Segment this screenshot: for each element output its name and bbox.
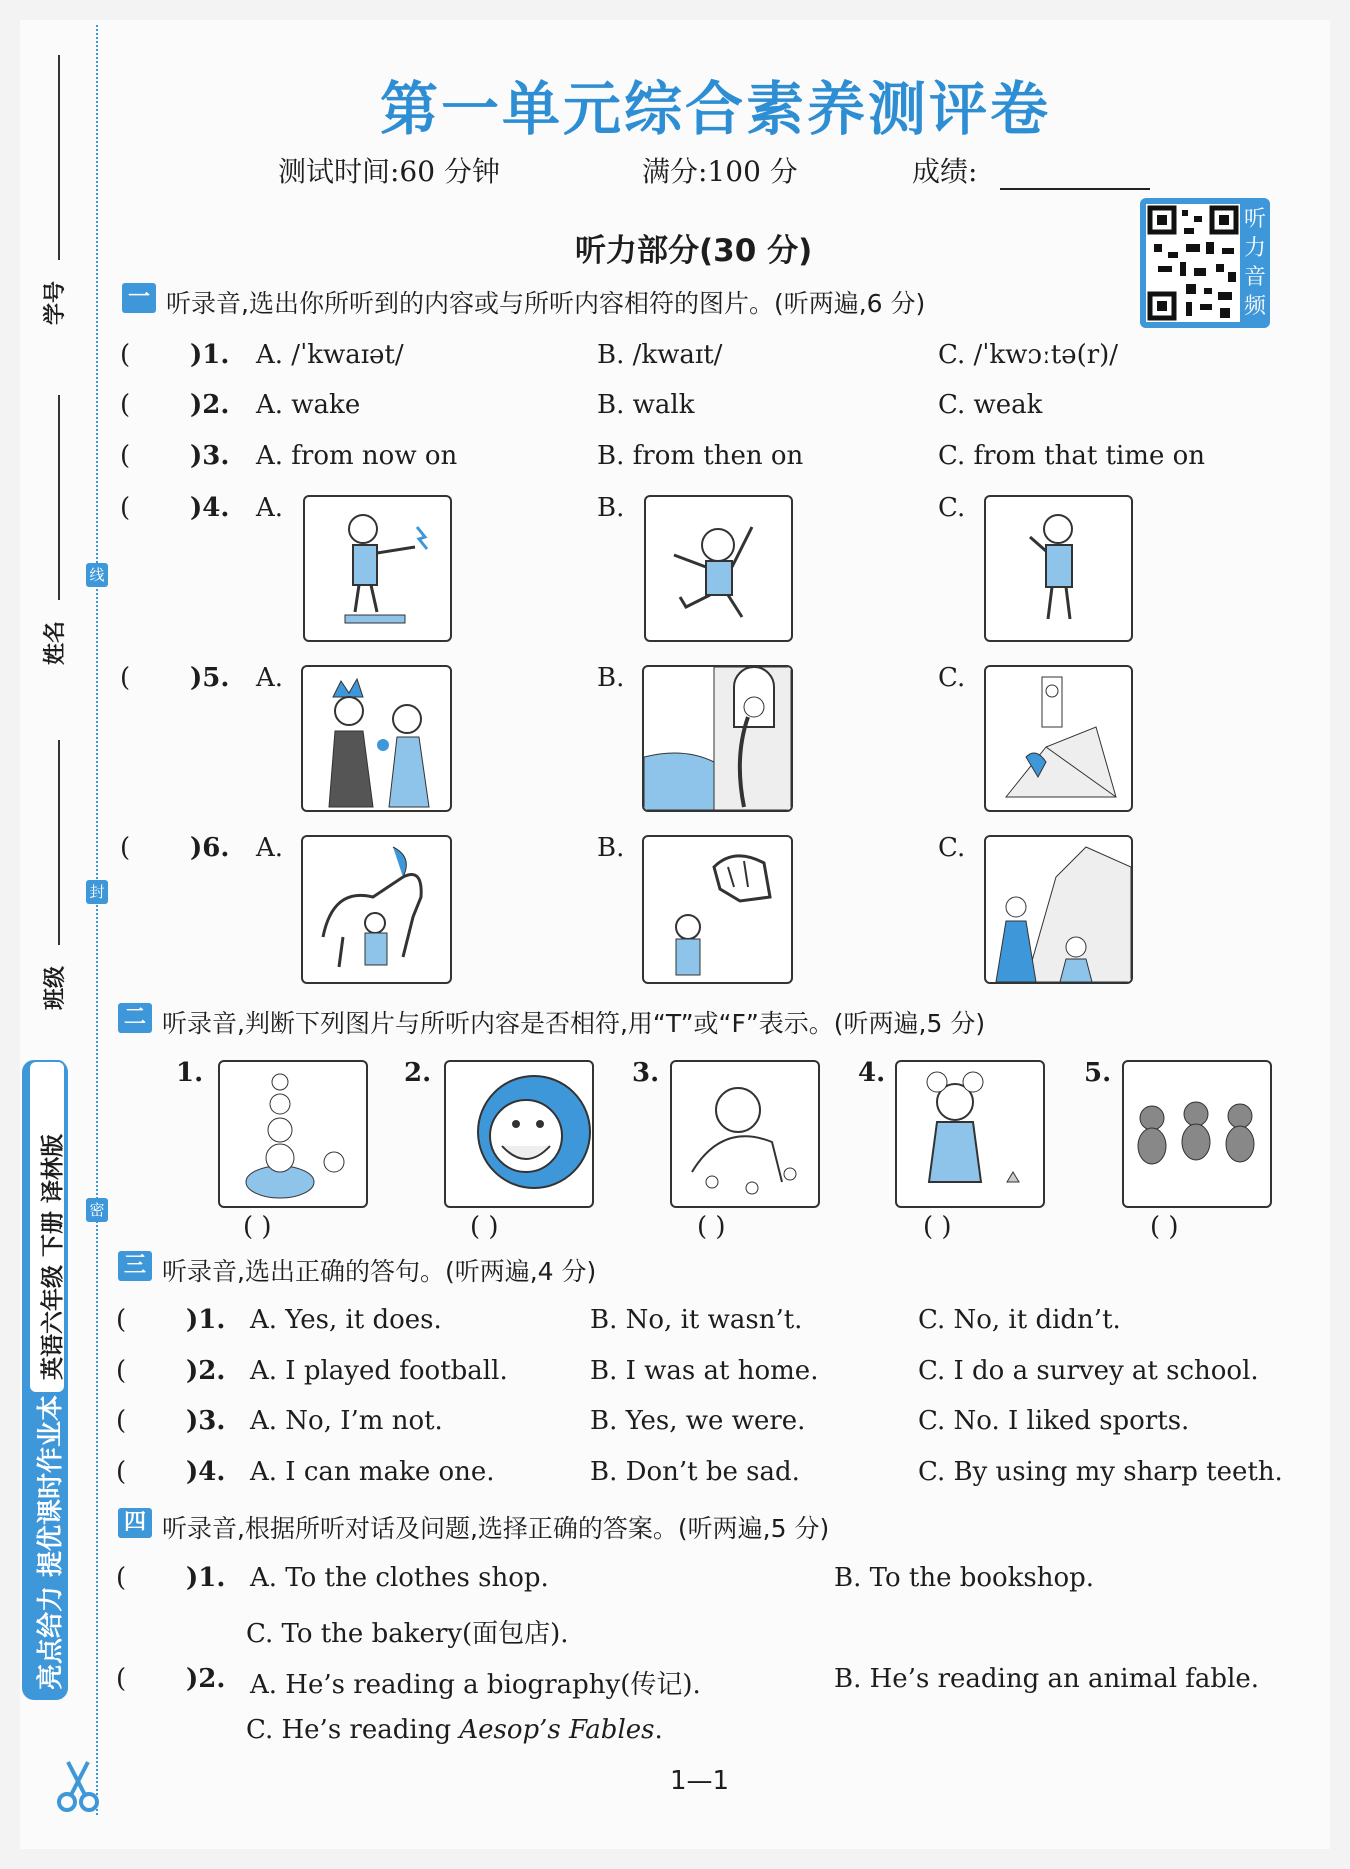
book-title: Aesop’s Fables — [459, 1715, 655, 1745]
q-number: )1. — [190, 340, 230, 370]
picture-cliff-and-people[interactable] — [984, 835, 1133, 984]
tf-answer-blank[interactable]: ( ) — [470, 1212, 499, 1242]
option-c: C. from that time on — [938, 441, 1205, 471]
option-b: B. — [597, 663, 625, 693]
answer-paren[interactable]: ( — [120, 493, 131, 523]
q-number: )3. — [186, 1406, 226, 1436]
option-c: C. To the bakery(面包店). — [246, 1619, 569, 1649]
answer-paren[interactable]: ( — [120, 663, 131, 693]
option-a: A. No, I’m not. — [250, 1406, 443, 1436]
part4-badge: 四 — [118, 1508, 152, 1538]
picture-tower-and-hair[interactable] — [642, 665, 793, 812]
picture-crying-mouse[interactable] — [895, 1060, 1045, 1208]
q-number: )3. — [190, 441, 230, 471]
section-title: 听力部分(30 分) — [575, 233, 813, 269]
item-number: 5. — [1084, 1058, 1112, 1088]
option-a: A. from now on — [256, 441, 458, 471]
option-b: B. — [597, 493, 625, 523]
option-a: A. wake — [256, 390, 361, 420]
picture-boy-pointing[interactable] — [303, 495, 452, 642]
name-label: 姓名 — [43, 620, 68, 665]
cut-tag-mi: 密 — [86, 1198, 108, 1222]
option-c: C. No. I liked sports. — [918, 1406, 1190, 1436]
q-number: )5. — [190, 663, 230, 693]
grade-label: 英语六年级 下册 译林版 — [40, 1133, 66, 1380]
option-b: B. No, it wasn’t. — [590, 1305, 803, 1335]
cut-line — [96, 25, 98, 1815]
id-write-line — [58, 55, 60, 260]
answer-paren[interactable]: ( — [116, 1563, 127, 1593]
class-write-line — [58, 740, 60, 945]
option-a: A. — [256, 833, 284, 863]
tf-answer-blank[interactable]: ( ) — [1150, 1212, 1179, 1242]
option-c: C. — [938, 663, 966, 693]
score-label: 成绩: — [912, 155, 978, 188]
part2-badge: 二 — [118, 1003, 152, 1033]
picture-boy-jumping[interactable] — [644, 495, 793, 642]
cut-tag-feng: 封 — [86, 880, 108, 904]
option-a: A. Yes, it does. — [250, 1305, 442, 1335]
option-a: A. He’s reading a biography(传记). — [250, 1670, 701, 1700]
answer-paren[interactable]: ( — [116, 1457, 127, 1487]
answer-paren[interactable]: ( — [116, 1356, 127, 1386]
part2-heading: 听录音,判断下列图片与所听内容是否相符,用“T”或“F”表示。(听两遍,5 分) — [162, 1009, 986, 1038]
option-a: A. — [256, 493, 284, 523]
item-number: 3. — [632, 1058, 660, 1088]
test-time: 测试时间:60 分钟 — [278, 155, 500, 188]
tf-answer-blank[interactable]: ( ) — [923, 1212, 952, 1242]
id-label: 学号 — [43, 280, 68, 325]
answer-paren[interactable]: ( — [116, 1305, 127, 1335]
cut-tag-xian: 线 — [86, 563, 108, 587]
option-a: A. To the clothes shop. — [250, 1563, 549, 1593]
answer-paren[interactable]: ( — [120, 441, 131, 471]
brand-label: 亮点给力 提优课时作业本 — [36, 1394, 66, 1690]
answer-paren[interactable]: ( — [116, 1406, 127, 1436]
option-c: C. No, it didn’t. — [918, 1305, 1121, 1335]
option-b: B. — [597, 833, 625, 863]
q-number: )1. — [186, 1305, 226, 1335]
option-b: B. Yes, we were. — [590, 1406, 806, 1436]
part3-heading: 听录音,选出正确的答句。(听两遍,4 分) — [162, 1257, 597, 1286]
picture-horse-and-boy[interactable] — [301, 835, 452, 984]
option-c: C. By using my sharp teeth. — [918, 1457, 1283, 1487]
scissors-icon — [56, 1758, 100, 1818]
option-c: C. I do a survey at school. — [918, 1356, 1259, 1386]
picture-tiger-and-boy[interactable] — [642, 835, 793, 984]
part4-heading: 听录音,根据所听对话及问题,选择正确的答案。(听两遍,5 分) — [162, 1514, 830, 1543]
qr-label: 听力音频 — [1243, 207, 1266, 319]
answer-paren[interactable]: ( — [120, 833, 131, 863]
option-b: B. from then on — [597, 441, 804, 471]
option-c: C. — [938, 493, 966, 523]
q-number: )2. — [186, 1356, 226, 1386]
option-b: B. /kwaɪt/ — [597, 340, 723, 370]
option-c-text: C. He’s reading — [246, 1715, 460, 1745]
q-number: )2. — [186, 1664, 226, 1694]
picture-three-bears[interactable] — [1122, 1060, 1272, 1208]
option-c-end: . — [654, 1715, 663, 1745]
class-label: 班级 — [43, 965, 68, 1010]
q-number: )4. — [186, 1457, 226, 1487]
option-c: C. /ˈkwɔːtə(r)/ — [938, 340, 1119, 370]
picture-angry-lion[interactable] — [444, 1060, 594, 1208]
option-c — [246, 1715, 663, 1745]
part1-heading: 听录音,选出你所听到的内容或与所听内容相符的图片。(听两遍,6 分) — [166, 289, 926, 318]
option-b: B. Don’t be sad. — [590, 1457, 800, 1487]
option-b: B. I was at home. — [590, 1356, 819, 1386]
item-number: 1. — [176, 1058, 204, 1088]
full-score: 满分:100 分 — [642, 155, 798, 188]
option-b: B. To the bookshop. — [834, 1563, 1095, 1593]
score-line — [1000, 188, 1150, 190]
page-title: 第一单元综合素养测评卷 — [380, 75, 1052, 143]
option-a: A. I played football. — [250, 1356, 508, 1386]
q-number: )2. — [190, 390, 230, 420]
option-c: C. weak — [938, 390, 1043, 420]
page-number: 1—1 — [670, 1766, 730, 1796]
option-b: B. He’s reading an animal fable. — [834, 1664, 1260, 1694]
picture-animals-stacked-well[interactable] — [218, 1060, 368, 1208]
item-number: 4. — [858, 1058, 886, 1088]
q-number: )6. — [190, 833, 230, 863]
part3-badge: 三 — [118, 1251, 152, 1281]
item-number: 2. — [404, 1058, 432, 1088]
picture-castle-stairs[interactable] — [984, 665, 1133, 812]
q-number: )4. — [190, 493, 230, 523]
part1-badge: 一 — [122, 283, 156, 313]
option-b: B. walk — [597, 390, 695, 420]
option-a: A. — [256, 663, 284, 693]
answer-paren[interactable]: ( — [120, 390, 131, 420]
tf-answer-blank[interactable]: ( ) — [243, 1212, 272, 1242]
picture-queen-and-princess[interactable] — [301, 665, 452, 812]
answer-paren[interactable]: ( — [120, 340, 131, 370]
answer-paren[interactable]: ( — [116, 1664, 127, 1694]
q-number: )1. — [186, 1563, 226, 1593]
option-a: A. /ˈkwaɪət/ — [256, 340, 404, 370]
option-c: C. — [938, 833, 966, 863]
name-write-line — [58, 395, 60, 600]
option-a: A. I can make one. — [250, 1457, 495, 1487]
picture-lion-and-mice[interactable] — [670, 1060, 820, 1208]
picture-boy-shouting[interactable] — [984, 495, 1133, 642]
tf-answer-blank[interactable]: ( ) — [697, 1212, 726, 1242]
